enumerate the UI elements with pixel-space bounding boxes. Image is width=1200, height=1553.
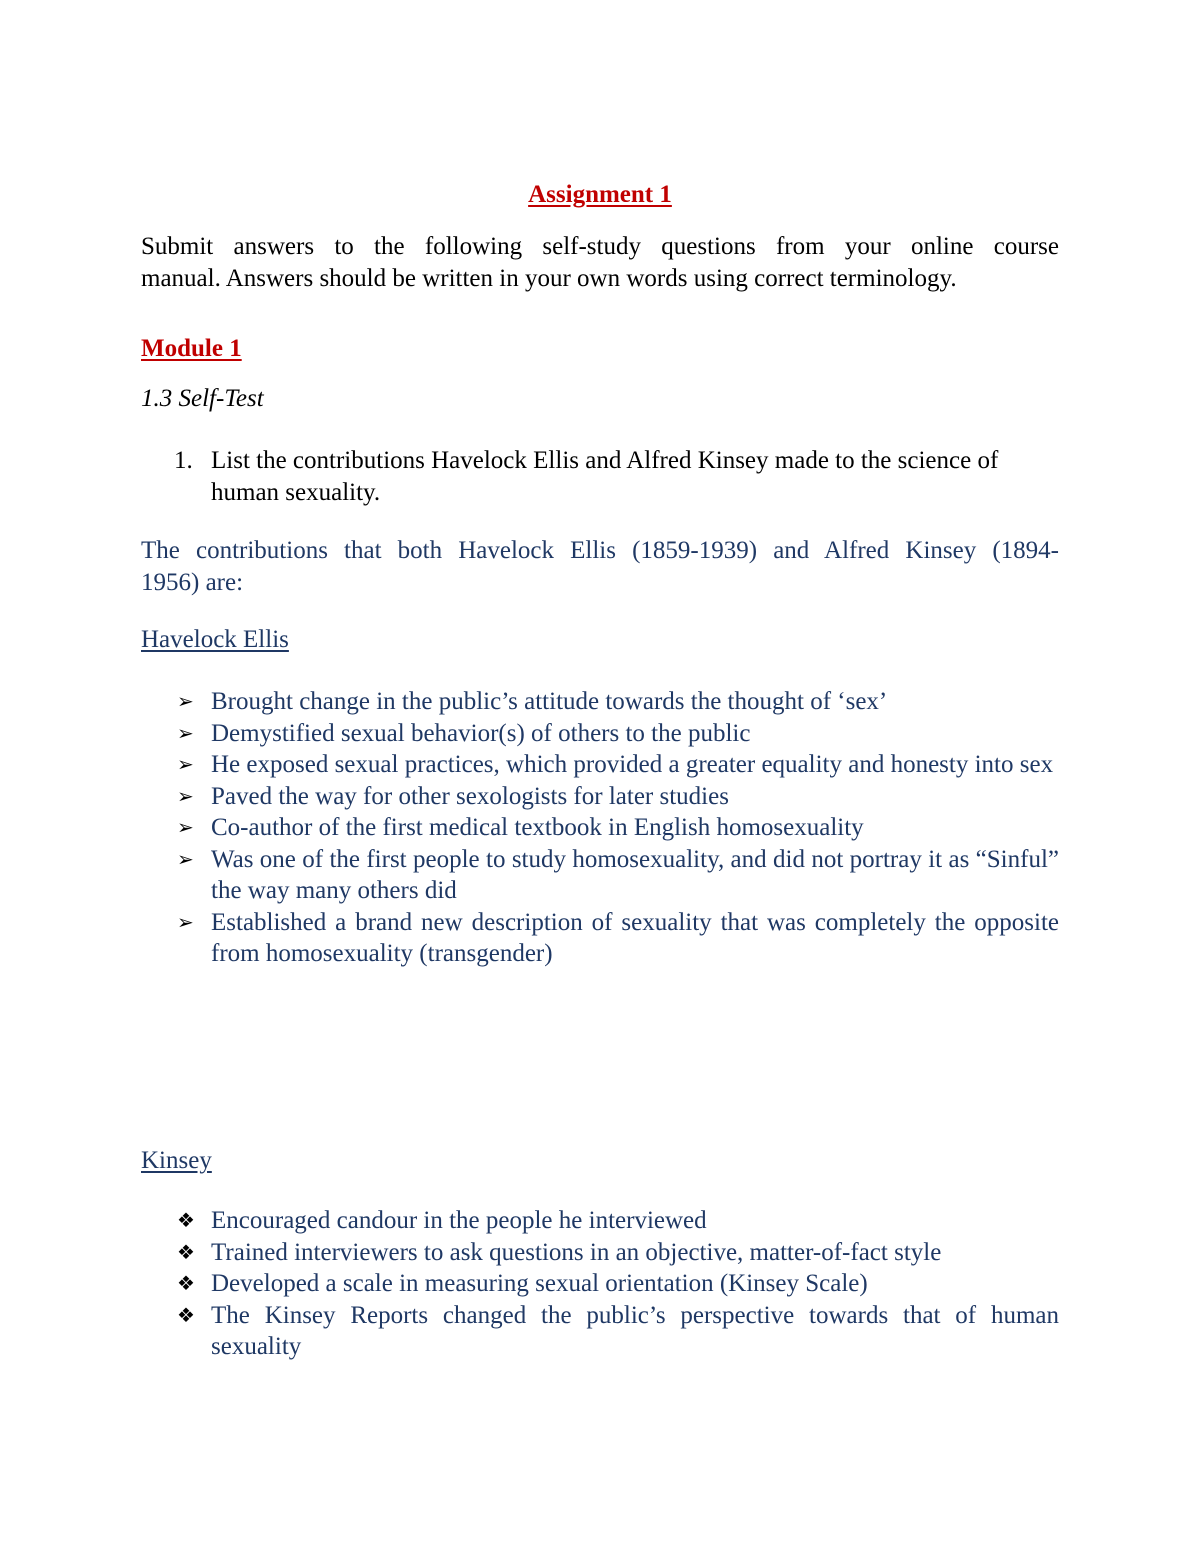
arrow-bullet-icon: ➢ — [177, 909, 194, 934]
answer-intro-paragraph — [141, 535, 1059, 599]
module-heading: Module 1 — [141, 335, 242, 362]
kinsey-heading: Kinsey — [141, 1147, 212, 1174]
arrow-bullet-icon: ➢ — [177, 815, 194, 839]
question-number: 1. — [174, 447, 193, 474]
diamond-bullet-icon: ❖ — [177, 1271, 195, 1295]
list-item: ➢ Established a brand new description of sexuality that was completely the opposite from homosexuality (transgender) — [177, 908, 1059, 967]
arrow-bullet-icon: ➢ — [177, 752, 194, 776]
arrow-bullet-icon: ➢ — [177, 783, 194, 808]
ellis-heading: Havelock Ellis — [141, 626, 289, 653]
self-test-heading: 1.3 Self-Test — [141, 385, 264, 412]
answer-intro-line-2: 1956) are: — [141, 569, 244, 596]
question-text: List the contributions Havelock Ellis and Alfred Kinsey made to the science of human sexuality. — [211, 447, 999, 506]
list-item: ➢ Paved the way for other sexologists for later studies — [141, 781, 1059, 813]
diamond-bullet-icon: ❖ — [177, 1239, 195, 1264]
diamond-bullet-icon: ❖ — [177, 1208, 195, 1232]
list-item: ❖ The Kinsey Reports changed the public’s perspective towards that of human sexuality — [177, 1301, 1059, 1360]
arrow-bullet-icon: ➢ — [177, 846, 194, 871]
list-item: ➢ Demystified sexual behavior(s) of others to the public — [141, 718, 1059, 750]
ellis-contributions-list — [141, 686, 1059, 970]
arrow-bullet-icon: ➢ — [177, 720, 194, 745]
instructions-line-2: manual. Answers should be written in your own words using correct terminology. — [141, 265, 957, 292]
list-item: ➢ He exposed sexual practices, which provided a greater equality and honesty into sex — [141, 749, 1059, 781]
assignment-title: Assignment 1 — [528, 181, 672, 208]
instructions-paragraph — [141, 231, 1059, 295]
list-item: ➢ Brought change in the public’s attitude towards the thought of ‘sex’ — [141, 686, 1059, 718]
diamond-bullet-icon: ❖ — [177, 1302, 195, 1327]
list-item: ➢ Co-author of the first medical textbook in English homosexuality — [141, 812, 1059, 844]
instructions-line-1: Submit answers to the following self-study questions from your online course — [141, 233, 1059, 260]
arrow-bullet-icon: ➢ — [177, 689, 194, 713]
list-item: ❖ Developed a scale in measuring sexual orientation (Kinsey Scale) — [141, 1268, 1059, 1300]
list-item: ❖ Encouraged candour in the people he interviewed — [141, 1205, 1059, 1237]
kinsey-contributions-list — [141, 1205, 1059, 1363]
list-item: ➢ Was one of the first people to study homosexuality, and did not portray it as “Sinful” the way many others did — [177, 845, 1059, 904]
list-item: ❖ Trained interviewers to ask questions in an objective, matter-of-fact style — [141, 1237, 1059, 1269]
answer-intro-line-1: The contributions that both Havelock Ellis (1859-1939) and Alfred Kinsey (1894- — [141, 537, 1059, 564]
